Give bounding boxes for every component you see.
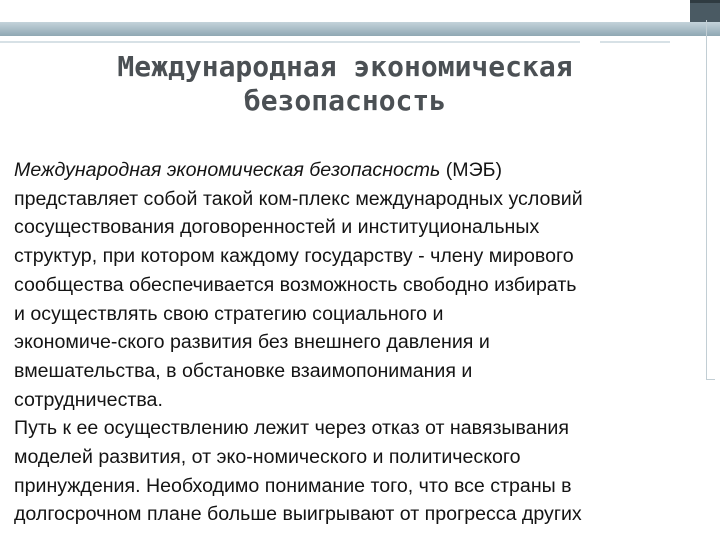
header-band <box>0 22 720 36</box>
body-line: сообщества обеспечивается возможность свободно избирать <box>14 273 577 296</box>
paragraph-path <box>14 414 714 529</box>
body-line: долгосрочном плане больше выигрывают от прогресса других <box>14 503 582 526</box>
body-line: сосуществования договоренностей и институциональных <box>14 216 540 239</box>
body-line: представляет собой такой ком-плекс международных условий <box>14 187 583 210</box>
body-line: принуждения. Необходимо понимание того, что все страны в <box>14 474 572 497</box>
header-rule-left <box>0 41 580 43</box>
body-line: и осуществлять свою стратегию социального и <box>14 302 444 325</box>
body-line: структур, при котором каждому государству - члену мирового <box>14 245 574 268</box>
paragraph-definition <box>14 156 714 414</box>
header-band-corner-edge <box>690 0 720 3</box>
body-line: (МЭБ) <box>440 159 503 181</box>
body-line: моделей развития, от эко-номического и политического <box>14 446 521 469</box>
body-line: экономиче-ского развития без внешнего давления и <box>14 331 490 354</box>
body-line: сотрудничества. <box>14 388 163 411</box>
header-rule-right <box>600 41 670 43</box>
term-italic: Международная экономическая безопасность <box>14 159 441 181</box>
slide-title-line-1: Международная экономическая <box>117 50 573 83</box>
header-band-corner <box>690 0 720 22</box>
slide-title-line-2: безопасность <box>243 84 447 117</box>
slide-title <box>20 50 670 118</box>
slide-body <box>14 156 714 529</box>
body-line: вмешательства, в обстановке взаимопонимания и <box>14 359 473 382</box>
body-line: Путь к ее осуществлению лежит через отказ от навязывания <box>14 417 569 440</box>
